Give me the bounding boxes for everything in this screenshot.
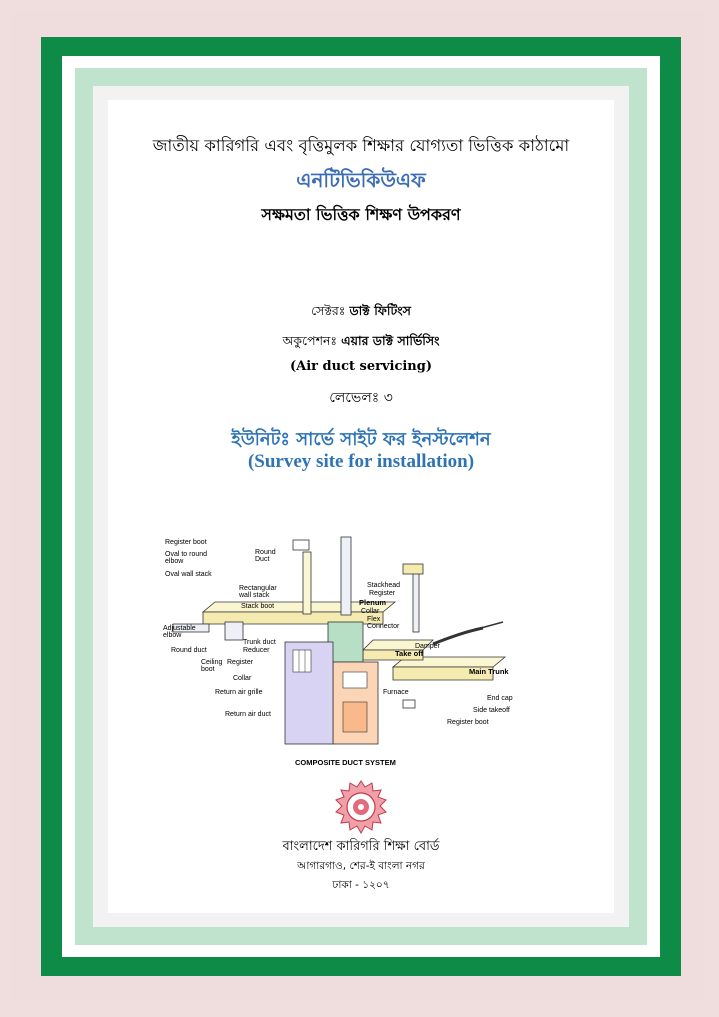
label-return-air-duct: Return air duct	[225, 711, 271, 718]
label-ceiling-2: boot	[201, 666, 215, 673]
label-oval-round-1: Oval to round	[165, 551, 208, 558]
framework-title: জাতীয় কারিগরি এবং বৃত্তিমুলক শিক্ষার যোগ্যতা ভিত্তিক কাঠামো	[152, 136, 570, 155]
label-flex: Flex	[367, 616, 381, 623]
label-adjustable-2: elbow	[163, 632, 182, 639]
label-stackhead: Stackhead	[367, 582, 401, 589]
occupation-line	[108, 333, 614, 353]
board-seal-logo	[332, 779, 390, 837]
label-main-trunk: Main Trunk	[469, 667, 509, 676]
label-trunk-duct: Trunk duct	[243, 639, 276, 646]
label-oval-wall-stack: Oval wall stack	[165, 571, 212, 578]
unit-title-en: (Survey site for installation)	[247, 451, 475, 472]
acronym-title: এনটিভিকিউএফ	[296, 168, 426, 192]
label-adjustable-1: Adjustable	[163, 625, 196, 632]
label-rect-wall-1: Rectangular	[239, 585, 277, 592]
unit-title-bn: ইউনিটঃ সার্ভে সাইট ফর ইনস্টলেশন	[231, 429, 491, 450]
label-register: Register	[227, 659, 254, 666]
label-take-off: Take off	[395, 649, 424, 658]
label-round-duct-top-2: Duct	[255, 556, 270, 563]
label-round-duct: Round duct	[171, 647, 207, 654]
occupation-value: এয়ার ডাক্ট সার্ভিসিং	[341, 333, 440, 348]
level: লেভেলঃ ৩	[329, 390, 393, 406]
composite-duct-diagram	[163, 532, 533, 777]
sector-line	[108, 303, 614, 323]
label-damper: Damper	[415, 643, 440, 650]
label-round-duct-top-1: Round	[255, 549, 276, 556]
sector-label: সেক্টরঃ	[311, 303, 346, 318]
label-side-takeoff: Side takeoff	[473, 707, 510, 714]
board-city: ঢাকা - ১২০৭	[332, 879, 390, 891]
label-collar: Collar	[361, 608, 380, 615]
label-rect-wall-2: wall stack	[239, 592, 270, 599]
label-register-boot: Register boot	[165, 539, 207, 546]
occupation-label: অকুপেশনঃ	[282, 333, 338, 348]
board-name: বাংলাদেশ কারিগরি শিক্ষা বোর্ড	[282, 839, 440, 854]
label-stack-boot: Stack boot	[241, 603, 275, 610]
board-address: আগারগাও, শের-ই বাংলা নগর	[297, 860, 425, 872]
label-register-top: Register	[369, 590, 396, 597]
cover-page	[108, 100, 614, 913]
label-furnace: Furnace	[383, 689, 409, 696]
label-connector: Connector	[367, 623, 400, 630]
label-register-boot-right: Register boot	[447, 719, 489, 726]
label-ceiling-1: Ceiling	[201, 659, 223, 666]
label-reducer: Reducer	[243, 647, 270, 654]
occupation-english: (Air duct servicing)	[289, 359, 433, 374]
diagram-caption: COMPOSITE DUCT SYSTEM	[295, 758, 396, 767]
label-return-air-grille: Return air grille	[215, 689, 263, 696]
sector-value: ডাক্ট ফিটিংস	[349, 303, 411, 318]
label-oval-round-2: elbow	[165, 558, 184, 565]
label-collar-left: Collar	[233, 675, 252, 682]
document-subtitle: সক্ষমতা ভিত্তিক শিক্ষণ উপকরণ	[261, 205, 461, 224]
label-end-cap: End cap	[487, 695, 513, 702]
label-plenum: Plenum	[359, 598, 387, 607]
